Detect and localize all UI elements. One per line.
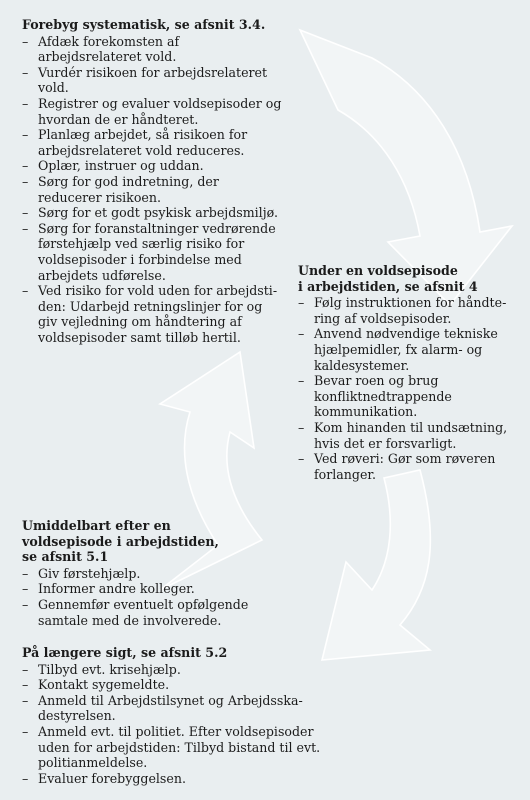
list-item: – Kom hinanden til undsætning, hvis det er forsvarligt. xyxy=(298,420,508,451)
list-item: – Registrer og evaluer voldsepisoder og hvordan de er håndteret. xyxy=(22,96,284,127)
section-during-list xyxy=(298,295,508,482)
list-item: – Anvend nødvendige tekniske hjælpemidler, fx alarm- og kaldesystemer. xyxy=(298,326,508,373)
list-item: – Gennemfør eventuelt opfølgende samtale med de involverede. xyxy=(22,597,292,628)
section-longer-title xyxy=(22,645,322,661)
cycle-arrow-bottom-right xyxy=(322,470,430,660)
section-after-title xyxy=(22,518,292,565)
list-item: – Følg instruktionen for håndtering af voldsepisoder. xyxy=(298,295,508,326)
list-item: – Anmeld til Arbejdstilsynet og Arbejdsskadestyrelsen. xyxy=(22,693,322,724)
list-item: – Sørg for et godt psykisk arbejdsmiljø. xyxy=(22,205,284,221)
section-longer xyxy=(22,645,322,786)
section-prevent xyxy=(22,17,284,345)
list-item: – Afdæk forekomsten af arbejdsrelateret vold. xyxy=(22,34,284,65)
section-prevent-title xyxy=(22,17,284,33)
section-during-title-line1: Under en voldsepisode xyxy=(298,263,458,278)
list-item: – Sørg for foranstaltninger vedrørende førstehjælp ved særlig risiko for voldsepisoder i forbindelse med arbejdets udførelse. xyxy=(22,221,284,283)
section-during xyxy=(298,263,508,482)
section-during-title-line2: i arbejdstiden, se afsnit 4 xyxy=(298,278,478,294)
list-item: – Bevar roen og brug konfliktnedtrappende kommunikation. xyxy=(298,373,508,420)
list-item: – Anmeld evt. til politiet. Efter voldsepisoder uden for arbejdstiden: Tilbyd bistand til evt. politianmeldelse. xyxy=(22,724,322,771)
list-item: – Giv førstehjælp. xyxy=(22,566,292,582)
section-longer-title-line1: På længere sigt, se afsnit 5.2 xyxy=(22,645,228,660)
section-prevent-title-line1: Forebyg systematisk, se afsnit 3.4. xyxy=(22,17,266,32)
list-item: – Sørg for god indretning, der reducerer risikoen. xyxy=(22,174,284,205)
list-item: – Informer andre kolleger. xyxy=(22,581,292,597)
section-prevent-list xyxy=(22,34,284,346)
section-after-list xyxy=(22,566,292,628)
section-after-title-line1: Umiddelbart efter en xyxy=(22,518,171,533)
list-item: – Planlæg arbejdet, så risikoen for arbejdsrelateret vold reduceres. xyxy=(22,127,284,158)
list-item: – Vurdér risikoen for arbejdsrelateret vold. xyxy=(22,65,284,96)
list-item: – Evaluer forebyggelsen. xyxy=(22,771,322,787)
section-after-title-line2: voldsepisode i arbejdstiden, xyxy=(22,533,219,549)
list-item: – Oplær, instruer og uddan. xyxy=(22,158,284,174)
section-after xyxy=(22,518,292,628)
section-during-title xyxy=(298,263,508,294)
list-item: – Ved risiko for vold uden for arbejdstiden: Udarbejd retningslinjer for og giv vejledning om håndtering af voldsepisoder samt tilløb hertil. xyxy=(22,283,284,345)
list-item: – Ved røveri: Gør som røveren forlanger. xyxy=(298,451,508,482)
section-after-title-line3: se afsnit 5.1 xyxy=(22,549,109,565)
list-item: – Kontakt sygemeldte. xyxy=(22,677,322,693)
section-longer-list xyxy=(22,662,322,787)
list-item: – Tilbyd evt. krisehjælp. xyxy=(22,662,322,678)
